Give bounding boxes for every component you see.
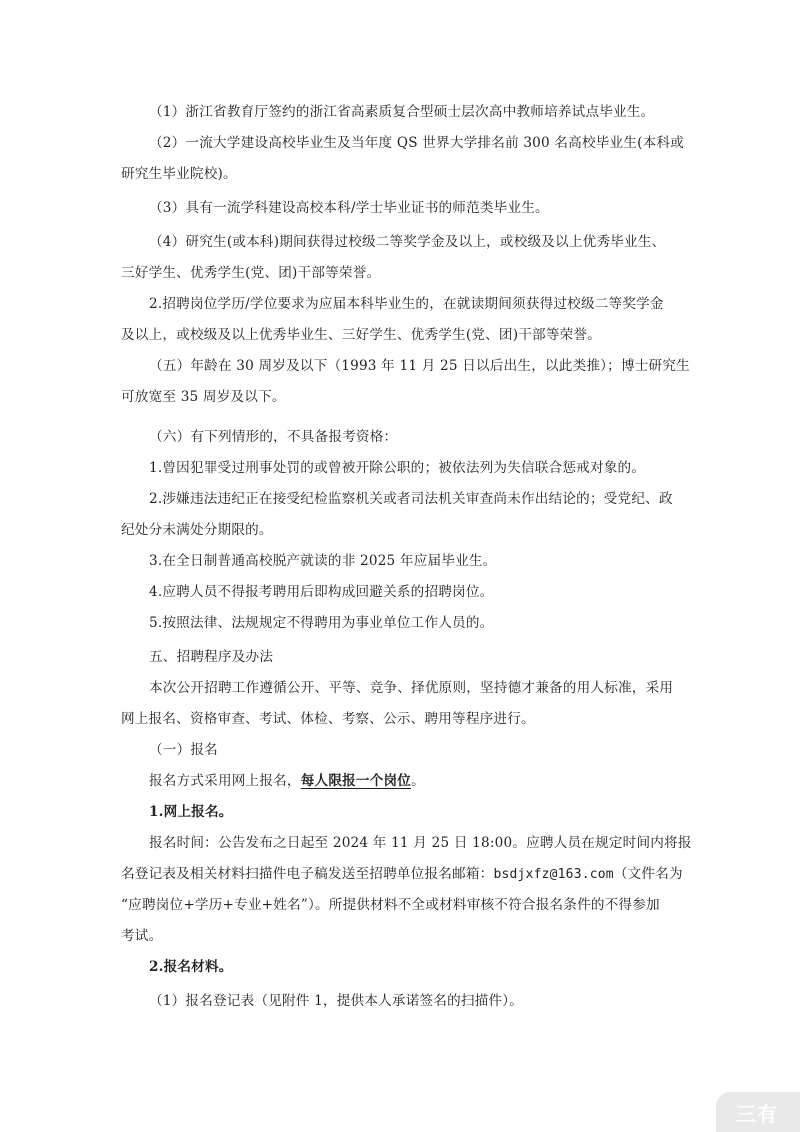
paragraph-text: 报名方式采用网上报名， bbox=[149, 773, 301, 789]
paragraph-line bbox=[0, 771, 800, 791]
paragraph-line: 可放宽至 35 周岁及以下。 bbox=[121, 389, 286, 405]
paragraph-line: 三好学生、优秀学生(党、团)干部等荣誉。 bbox=[121, 265, 381, 281]
subsection-heading: 2.报名材料。 bbox=[149, 959, 233, 975]
section-heading: 五、招聘程序及办法 bbox=[149, 649, 274, 665]
paragraph-line: （4）研究生(或本科)期间获得过校级二等奖学金及以上，或校级及以上优秀毕业生、 bbox=[149, 234, 666, 250]
subsection-heading: 1.网上报名。 bbox=[149, 804, 233, 820]
emphasis-text: 每人限报一个岗位 bbox=[300, 773, 412, 789]
paragraph-line: 及以上，或校级及以上优秀毕业生、三好学生、优秀学生(党、团)干部等荣誉。 bbox=[121, 327, 601, 343]
paragraph-line: 4.应聘人员不得报考聘用后即构成回避关系的招聘岗位。 bbox=[149, 584, 494, 600]
paragraph-line: 考试。 bbox=[121, 928, 163, 944]
paragraph-line: （3）具有一流学科建设高校本科/学士毕业证书的师范类毕业生。 bbox=[149, 200, 549, 216]
paragraph-line: 2.招聘岗位学历/学位要求为应届本科毕业生的，在就读期间须获得过校级二等奖学金 bbox=[149, 296, 664, 312]
paragraph-line: 3.在全日制普通高校脱产就读的非 2025 年应届毕业生。 bbox=[149, 553, 497, 569]
paragraph-line: 2.涉嫌违法违纪正在接受纪检监察机关或者司法机关审查尚未作出结论的；受党纪、政 bbox=[149, 491, 673, 507]
subsection-heading: （一）报名 bbox=[149, 742, 218, 758]
paragraph-text: 名登记表及相关材料扫描件电子稿发送至招聘单位报名邮箱： bbox=[121, 866, 494, 882]
email-address: bsdjxfz@163.com bbox=[493, 867, 614, 882]
paragraph-line: 本次公开招聘工作遵循公开、平等、竞争、择优原则，坚持德才兼备的用人标准，采用 bbox=[149, 680, 674, 696]
paragraph-text: 。 bbox=[411, 773, 425, 789]
paragraph-text: （文件名为 bbox=[613, 866, 683, 882]
paragraph-line: （五）年龄在 30 周岁及以下（1993 年 11 月 25 日以后出生，以此类推）；博士研究生 bbox=[149, 358, 690, 374]
paragraph-line: （1）报名登记表（见附件 1，提供本人承诺签名的扫描件）。 bbox=[149, 993, 524, 1009]
paragraph-line: 纪处分未满处分期限的。 bbox=[121, 522, 273, 538]
paragraph-line: 1.曾因犯罪受过刑事处罚的或曾被开除公职的；被依法列为失信联合惩戒对象的。 bbox=[149, 460, 646, 476]
paragraph-line bbox=[0, 864, 800, 885]
paragraph-line: 5.按照法律、法规规定不得聘用为事业单位工作人员的。 bbox=[149, 615, 494, 631]
watermark-text: 三有 bbox=[736, 1102, 778, 1126]
paragraph-line: 网上报名、资格审查、考试、体检、考察、公示、聘用等程序进行。 bbox=[121, 711, 535, 727]
paragraph-line: 研究生毕业院校)。 bbox=[121, 166, 237, 182]
paragraph-line: （2）一流大学建设高校毕业生及当年度 QS 世界大学排名前 300 名高校毕业生(本科或 bbox=[149, 135, 685, 151]
paragraph-line: （六）有下列情形的，不具备报考资格： bbox=[149, 429, 398, 445]
paragraph-line: （1）浙江省教育厅签约的浙江省高素质复合型硕士层次高中教师培养试点毕业生。 bbox=[149, 104, 655, 120]
paragraph-line: “应聘岗位+学历+专业+姓名”）。所提供材料不全或材料审核不符合报名条件的不得参加 bbox=[121, 897, 660, 913]
watermark-badge bbox=[716, 1092, 800, 1132]
paragraph-line: 报名时间：公告发布之日起至 2024 年 11 月 25 日 18:00。应聘人员在规定时间内将报 bbox=[149, 835, 692, 851]
